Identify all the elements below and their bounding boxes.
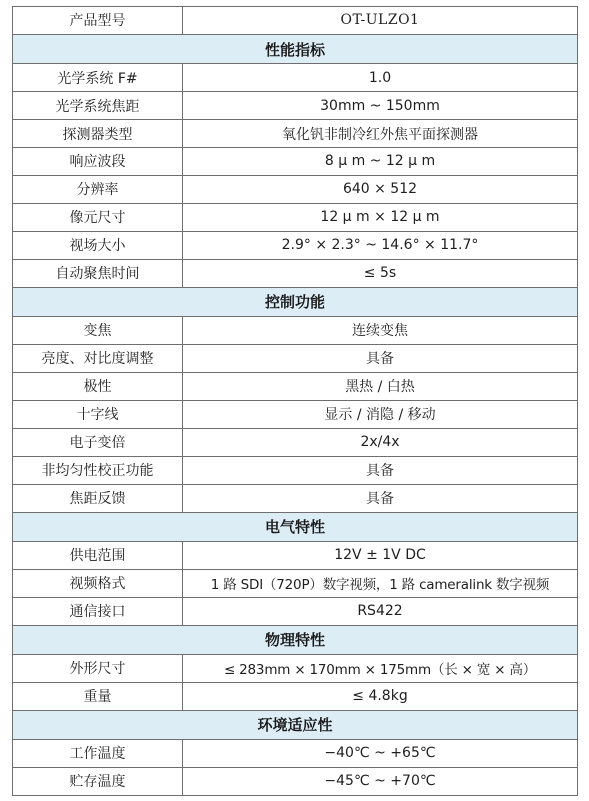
spec-value: RS422 — [183, 597, 578, 625]
spec-value: 12V ± 1V DC — [183, 541, 578, 569]
section-title: 环境适应性 — [13, 710, 578, 739]
spec-row — [13, 428, 578, 456]
model-row — [13, 7, 578, 35]
section-title: 性能指标 — [13, 34, 578, 63]
spec-label: 工作温度 — [13, 740, 183, 768]
spec-value: 氧化钒非制冷红外焦平面探测器 — [183, 120, 578, 148]
spec-row — [13, 344, 578, 372]
spec-row — [13, 231, 578, 259]
spec-row — [13, 64, 578, 92]
spec-value: 连续变焦 — [183, 316, 578, 344]
spec-label: 亮度、对比度调整 — [13, 344, 183, 372]
spec-row — [13, 92, 578, 120]
section-header-row — [13, 34, 578, 63]
section-title: 物理特性 — [13, 625, 578, 654]
section-header-row — [13, 625, 578, 654]
spec-label: 像元尺寸 — [13, 203, 183, 231]
spec-value: ≤ 4.8kg — [183, 682, 578, 710]
spec-row — [13, 456, 578, 484]
spec-row — [13, 682, 578, 710]
spec-value: 具备 — [183, 484, 578, 512]
section-header-row — [13, 287, 578, 316]
section-header-row — [13, 512, 578, 541]
spec-value: ≤ 5s — [183, 259, 578, 287]
spec-row — [13, 767, 578, 795]
spec-row — [13, 148, 578, 176]
spec-row — [13, 654, 578, 682]
spec-label: 视场大小 — [13, 231, 183, 259]
spec-row — [13, 203, 578, 231]
spec-value: 12 μ m × 12 μ m — [183, 203, 578, 231]
spec-label: 极性 — [13, 372, 183, 400]
spec-row — [13, 541, 578, 569]
spec-label: 供电范围 — [13, 541, 183, 569]
spec-value: ≤ 283mm × 170mm × 175mm（长 × 宽 × 高） — [183, 654, 578, 682]
spec-label: 贮存温度 — [13, 767, 183, 795]
spec-row — [13, 259, 578, 287]
spec-label: 光学系统焦距 — [13, 92, 183, 120]
spec-value: 8 μ m ~ 12 μ m — [183, 148, 578, 176]
spec-value: 2.9° × 2.3° ~ 14.6° × 11.7° — [183, 231, 578, 259]
spec-label: 视频格式 — [13, 569, 183, 597]
spec-value: 1 路 SDI（720P）数字视频，1 路 cameralink 数字视频 — [183, 569, 578, 597]
spec-table-body — [13, 7, 578, 796]
spec-row — [13, 316, 578, 344]
section-title: 电气特性 — [13, 512, 578, 541]
spec-value: 具备 — [183, 344, 578, 372]
spec-label: 十字线 — [13, 400, 183, 428]
spec-value: 黑热 / 白热 — [183, 372, 578, 400]
spec-value: 具备 — [183, 456, 578, 484]
spec-value: 640 × 512 — [183, 175, 578, 203]
spec-label: 通信接口 — [13, 597, 183, 625]
spec-label: 自动聚焦时间 — [13, 259, 183, 287]
spec-label: 响应波段 — [13, 148, 183, 176]
spec-value: 显示 / 消隐 / 移动 — [183, 400, 578, 428]
spec-value: 1.0 — [183, 64, 578, 92]
spec-label: 非均匀性校正功能 — [13, 456, 183, 484]
spec-label: 光学系统 F# — [13, 64, 183, 92]
spec-value: 2x/4x — [183, 428, 578, 456]
section-header-row — [13, 710, 578, 739]
spec-label: 焦距反馈 — [13, 484, 183, 512]
spec-table — [12, 6, 578, 796]
spec-row — [13, 400, 578, 428]
model-value: OT-ULZO1 — [183, 7, 578, 35]
spec-row — [13, 597, 578, 625]
spec-row — [13, 740, 578, 768]
section-title: 控制功能 — [13, 287, 578, 316]
model-label: 产品型号 — [13, 7, 183, 35]
spec-value: −40℃ ~ +65℃ — [183, 740, 578, 768]
spec-row — [13, 484, 578, 512]
spec-row — [13, 120, 578, 148]
spec-label: 探测器类型 — [13, 120, 183, 148]
spec-row — [13, 569, 578, 597]
spec-label: 变焦 — [13, 316, 183, 344]
spec-label: 重量 — [13, 682, 183, 710]
spec-label: 电子变倍 — [13, 428, 183, 456]
spec-row — [13, 372, 578, 400]
spec-value: 30mm ~ 150mm — [183, 92, 578, 120]
spec-label: 分辨率 — [13, 175, 183, 203]
spec-label: 外形尺寸 — [13, 654, 183, 682]
spec-value: −45℃ ~ +70℃ — [183, 767, 578, 795]
spec-row — [13, 175, 578, 203]
